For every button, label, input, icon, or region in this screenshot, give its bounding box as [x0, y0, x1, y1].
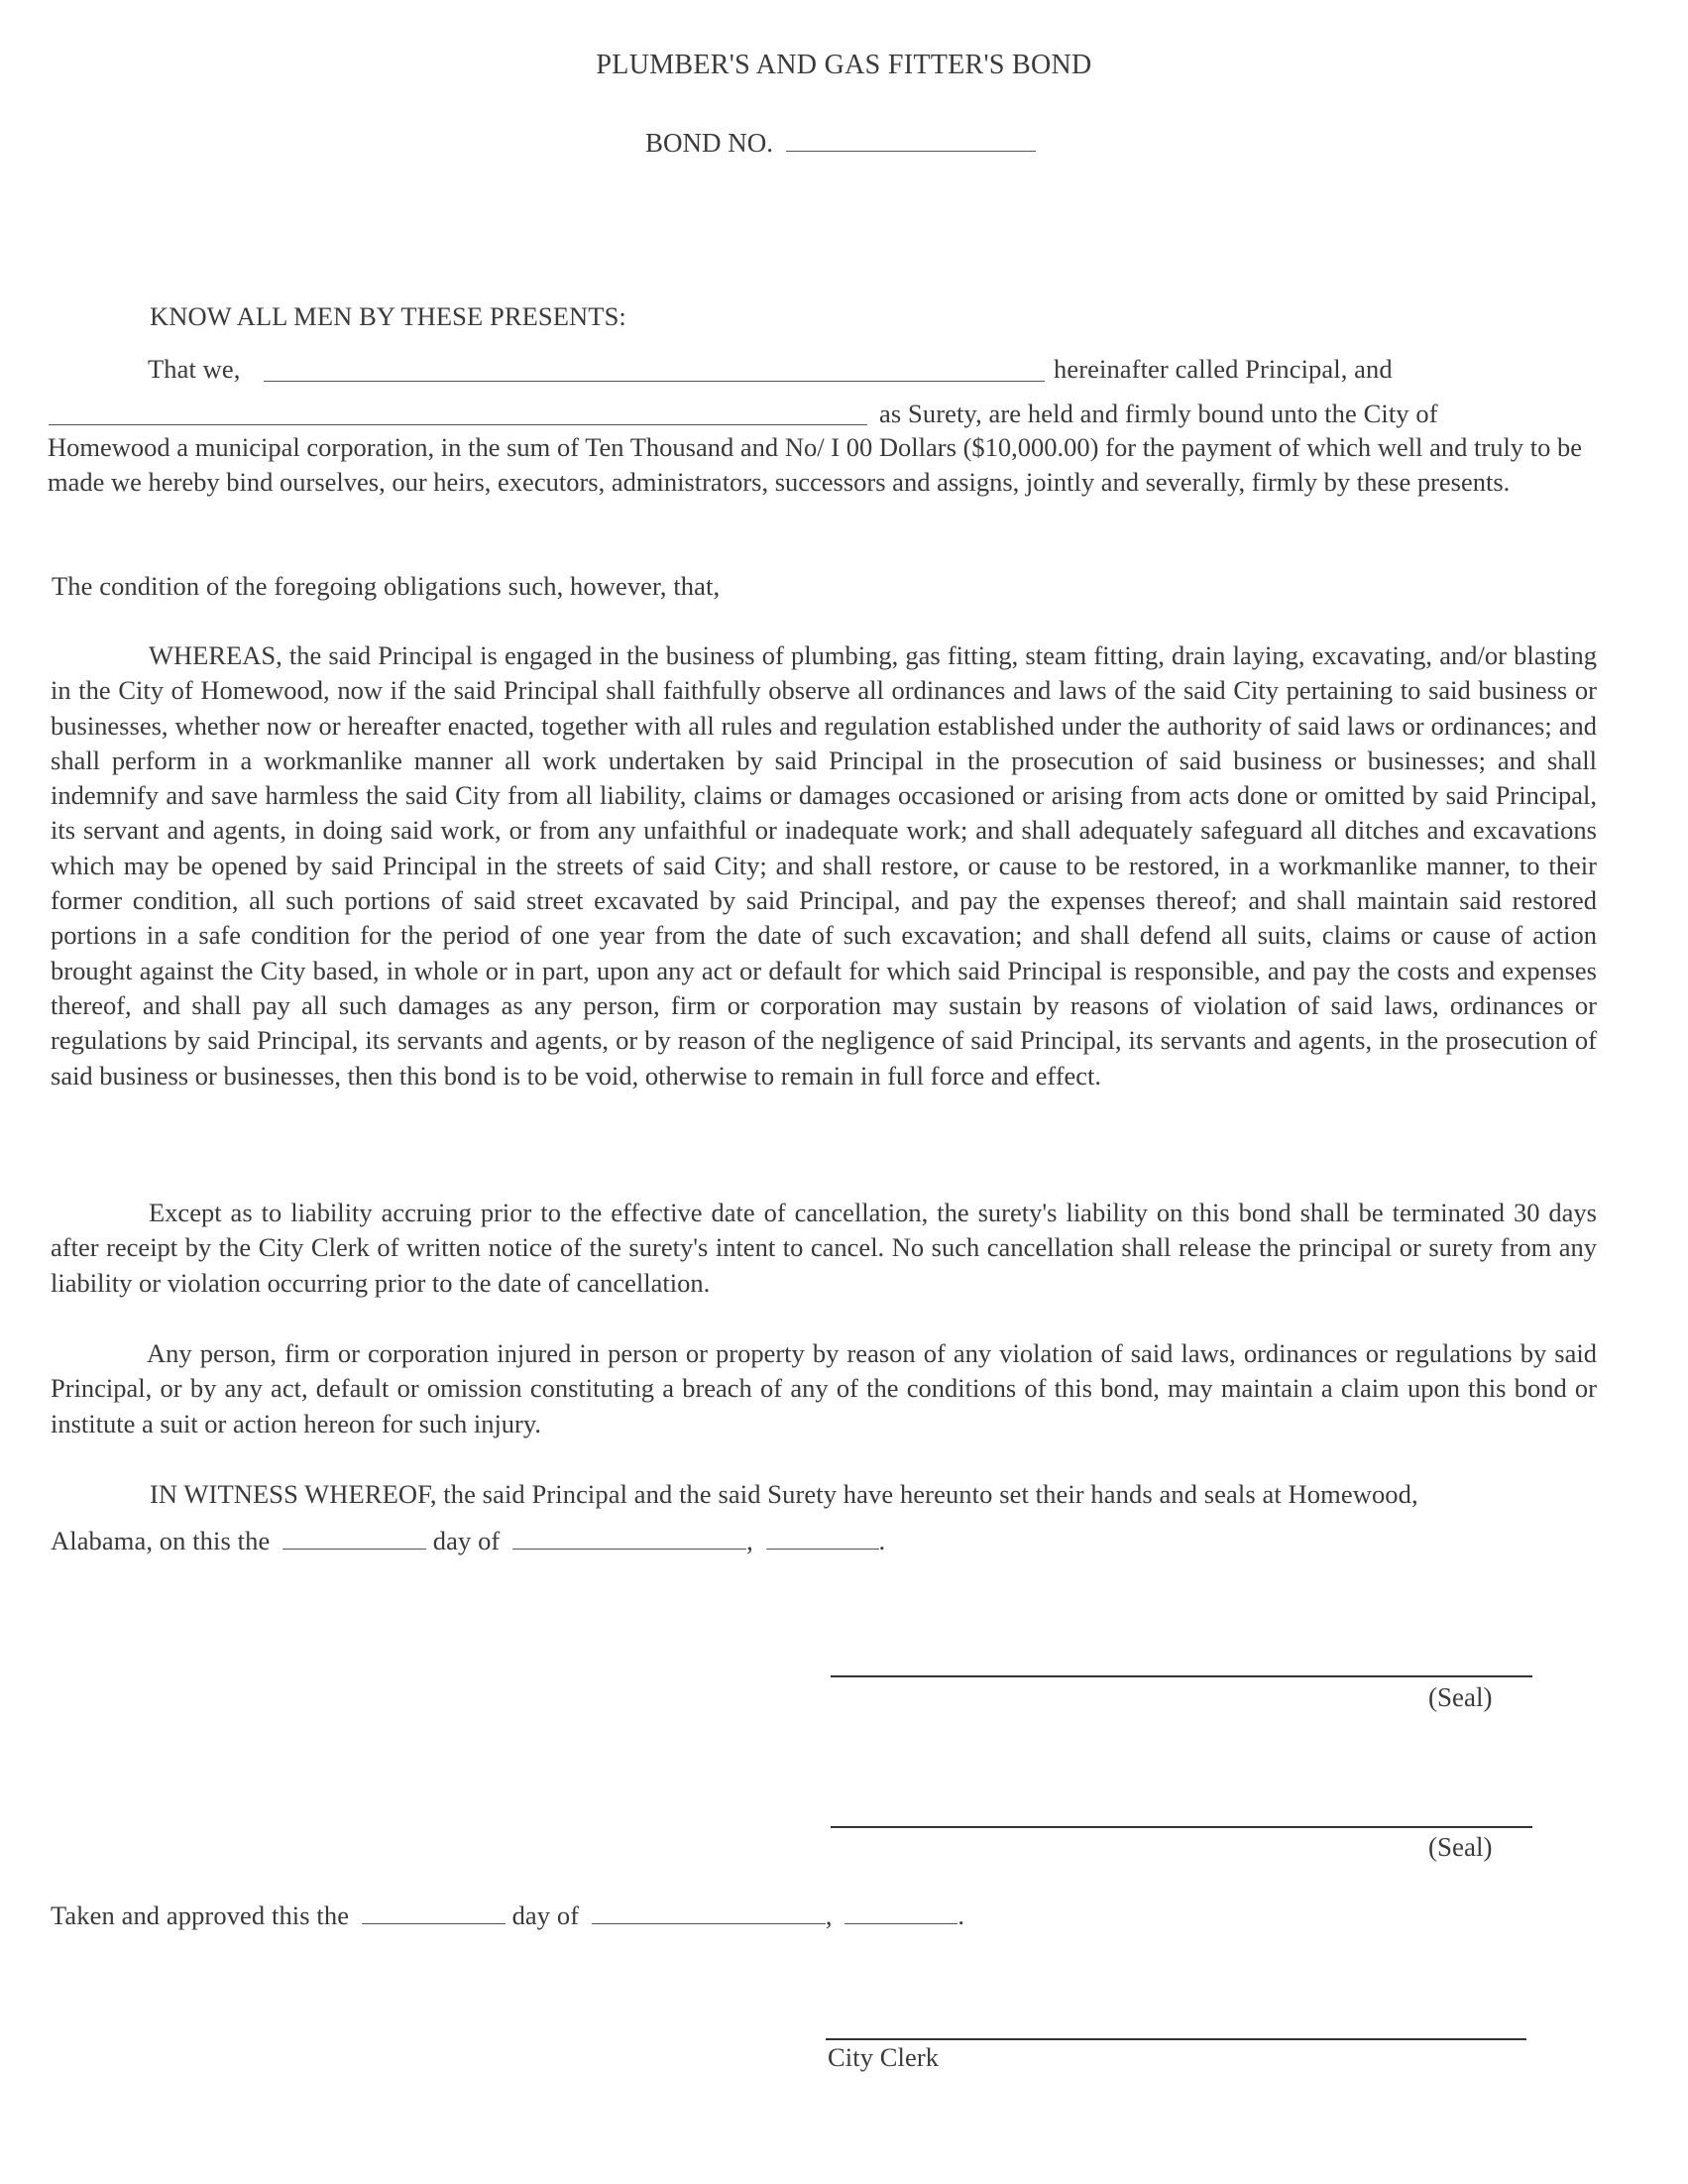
surety-name-blank[interactable] [49, 399, 867, 425]
approval-period: . [957, 1900, 965, 1930]
obligation-paragraph: Homewood a municipal corporation, in the sum of Ten Thousand and No/ I 00 Dollars ($10,000.00) for the payment of which well and truly to be made we hereby bind ourselves, our heirs, executors, administrators, successors and assigns, jointly and severally, firmly by these presents. [48, 432, 1582, 498]
approval-comma: , [825, 1900, 833, 1930]
condition-paragraph: The condition of the foregoing obligations such, however, that, [52, 571, 721, 601]
comma-separator: , [746, 1526, 753, 1555]
alabama-prefix: Alabama, on this the [51, 1526, 271, 1555]
witness-day-blank[interactable] [282, 1523, 426, 1550]
approval-year-blank[interactable] [844, 1897, 957, 1924]
witness-text: IN WITNESS WHEREOF, the said Principal and the said Surety have hereunto set their hands and seals at Homewood, [150, 1479, 1418, 1509]
approval-day-blank[interactable] [362, 1897, 506, 1924]
approval-day-of-label: day of [511, 1900, 580, 1930]
approval-date-line [51, 1897, 964, 1933]
know-all-heading: KNOW ALL MEN BY THESE PRESENTS: [150, 301, 626, 331]
witness-year-blank[interactable] [766, 1523, 879, 1550]
taken-prefix: Taken and approved this the [51, 1900, 350, 1930]
principal-seal-label: (Seal) [1428, 1682, 1493, 1712]
city-clerk-label: City Clerk [828, 2042, 940, 2072]
witness-month-blank[interactable] [512, 1523, 746, 1550]
approval-month-blank[interactable] [592, 1897, 826, 1924]
that-we-label: That we, [148, 354, 241, 384]
any-person-text: Any person, firm or corporation injured in person or property by reason of any violation of said laws, ordinances or regulations by said Principal, or by any act, default or omission constituting a breach of any of the conditions of this bond, may maintain a claim upon this bond or institute a suit or action hereon for such injury. [51, 1338, 1597, 1438]
witness-date-line [51, 1523, 885, 1558]
principal-name-blank[interactable] [264, 355, 1045, 382]
any-person-paragraph [51, 1336, 1597, 1441]
except-paragraph [51, 1196, 1597, 1301]
as-surety-text: as Surety, are held and firmly bound unto the City of [879, 399, 1438, 428]
principal-signature-line[interactable] [831, 1675, 1532, 1677]
day-of-label: day of [432, 1526, 501, 1555]
document-title: PLUMBER'S AND GAS FITTER'S BOND [596, 50, 1092, 80]
bond-number-line [645, 125, 1036, 161]
surety-signature-line[interactable] [831, 1826, 1532, 1828]
except-text: Except as to liability accruing prior to the effective date of cancellation, the surety's liability on this bond shall be terminated 30 days after receipt by the City Clerk of written notice of the surety's intent to cancel. No such cancellation shall release the principal or surety from any liability or violation occurring prior to the date of cancellation. [51, 1198, 1597, 1298]
surety-seal-label: (Seal) [1428, 1832, 1493, 1862]
period-mark: . [878, 1526, 886, 1555]
bond-number-blank[interactable] [786, 125, 1036, 152]
bond-number-label: BOND NO. [645, 128, 774, 158]
hereinafter-text: hereinafter called Principal, and [1054, 354, 1393, 384]
whereas-paragraph [51, 638, 1597, 1093]
whereas-text: WHEREAS, the said Principal is engaged in the business of plumbing, gas fitting, steam fitting, drain laying, excavating, and/or blasting in the City of Homewood, now if the said Principal shall faithfully observe all ordinances and laws of the said City pertaining to said business or businesses, whether now or hereafter enacted, together with all rules and regulation established under the authority of said laws or ordinances; and shall perform in a workmanlike manner all work undertaken by said Principal in the prosecution of said business or businesses; and shall indemnify and save harmless the said City from all liability, claims or damages occasioned or arising from acts done or omitted by said Principal, its servant and agents, in doing said work, or from any unfaithful or inadequate work; and shall adequately safeguard all ditches and excavations which may be opened by said Principal in the streets of said City; and shall restore, or cause to be restored, in a workmanlike manner, to their former condition, all such portions of said street excavated by said Principal, and pay the expenses thereof; and shall maintain said restored portions in a safe condition for the period of one year from the date of such excavation; and shall defend all suits, claims or cause of action brought against the City based, in whole or in part, upon any act or default for which said Principal is responsible, and pay the costs and expenses thereof, and shall pay all such damages as any person, firm or corporation may sustain by reasons of violation of said laws, ordinances or regulations by said Principal, its servants and agents, or by reason of the negligence of said Principal, its servants and agents, in the prosecution of said business or businesses, then this bond is to be void, otherwise to remain in full force and effect. [51, 640, 1597, 1091]
